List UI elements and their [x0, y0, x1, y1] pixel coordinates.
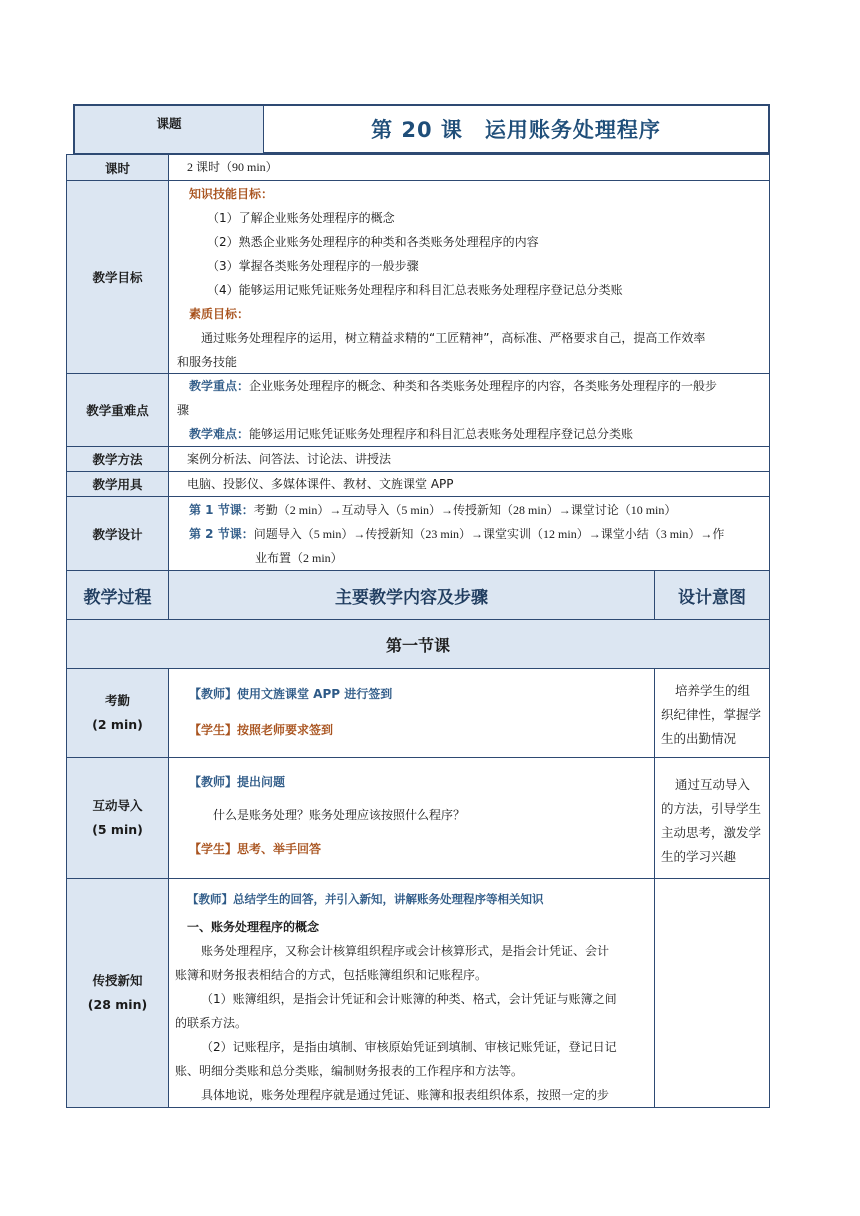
objective-item: （1）了解企业账务处理程序的概念 [207, 211, 395, 225]
topic-label: 课题 [156, 116, 182, 131]
section-title-row [66, 619, 770, 669]
step-teaching-content [168, 878, 655, 1108]
keypoints-content [168, 373, 770, 447]
objective-item: （3）掌握各类账务处理程序的一般步骤 [207, 259, 419, 273]
key-point-text: 企业账务处理程序的概念、种类和各类账务处理程序的内容，各类账务处理程序的一般步 [249, 379, 718, 393]
key-point-title: 教学重点： [189, 379, 250, 393]
title-cell [263, 104, 770, 154]
step-attendance-content [168, 668, 655, 758]
difficult-point-title: 教学难点： [189, 427, 250, 441]
lesson2-text: 业布置（2 min） [255, 551, 343, 565]
teaching-paragraph: （2）记账程序，是指由填制、审核原始凭证到填制、审核记账凭证，登记日记 [201, 1040, 617, 1054]
content-col-header: 主要教学内容及步骤 [168, 570, 655, 620]
lesson2-text: 问题导入（5 min）→传授新知（23 min）→课堂实训（12 min）→课堂小结（3 min）→作 [253, 527, 725, 541]
teaching-paragraph: 账务处理程序，又称会计核算组织程序或会计核算形式，是指会计凭证、会计 [201, 944, 610, 958]
step-attendance-intent: 培养学生的组 织纪律性，掌握学 生的出勤情况 [654, 668, 770, 758]
step-teaching-intent [654, 878, 770, 1108]
teacher-action: 【教师】提出问题 [189, 775, 286, 789]
design-label: 教学设计 [66, 496, 169, 571]
teaching-paragraph: 的联系方法。 [175, 1016, 248, 1030]
knowledge-goal-title: 知识技能目标： [189, 187, 274, 201]
objective-item: （2）熟悉企业账务处理程序的种类和各类账务处理程序的内容 [207, 235, 539, 249]
objectives-content [168, 180, 770, 374]
tools-label: 教学用具 [66, 471, 169, 497]
lesson1-text: 考勤（2 min）→互动导入（5 min）→传授新知（28 min）→课堂讨论（10 min） [253, 503, 677, 517]
hours-value: 2 课时（90 min） [168, 154, 770, 181]
methods-label: 教学方法 [66, 446, 169, 472]
quality-goal-line: 和服务技能 [177, 355, 238, 369]
page-title: 第 20 课 运用账务处理程序 [371, 118, 661, 142]
lesson1-title: 第 1 节课： [189, 503, 254, 517]
student-action: 【学生】思考、举手回答 [189, 842, 322, 856]
keypoints-label: 教学重难点 [66, 373, 169, 447]
teaching-heading: 一、账务处理程序的概念 [187, 920, 320, 934]
hours-label: 课时 [66, 154, 169, 181]
intro-question: 什么是账务处理？账务处理应该按照什么程序？ [213, 808, 466, 822]
difficult-point-text: 能够运用记账凭证账务处理程序和科目汇总表账务处理程序登记总分类账 [249, 427, 634, 441]
quality-goal-title: 素质目标： [189, 307, 250, 321]
quality-goal-line: 通过账务处理程序的运用，树立精益求精的“工匠精神”，高标准、严格要求自己，提高工作效率 [201, 331, 706, 345]
student-action: 【学生】按照老师要求签到 [189, 723, 334, 737]
teaching-paragraph: 账、明细分类账和总分类账，编制财务报表的工作程序和方法等。 [175, 1064, 524, 1078]
section-title: 第一节课 [385, 635, 450, 655]
lesson2-title: 第 2 节课： [189, 527, 254, 541]
methods-value: 案例分析法、问答法、讨论法、讲授法 [168, 446, 770, 472]
intent-col-header: 设计意图 [654, 570, 770, 620]
process-col-header: 教学过程 [66, 570, 169, 620]
objective-item: （4）能够运用记账凭证账务处理程序和科目汇总表账务处理程序登记总分类账 [207, 283, 623, 297]
key-point-text: 骤 [177, 403, 190, 417]
step-teaching-label: 传授新知 (28 min) [66, 878, 169, 1108]
step-attendance-label: 考勤 (2 min) [66, 668, 169, 758]
tools-value: 电脑、投影仪、多媒体课件、教材、文旌课堂 APP [168, 471, 770, 497]
teacher-action: 【教师】使用文旌课堂 APP 进行签到 [189, 687, 393, 701]
teaching-paragraph: 账簿和财务报表相结合的方式，包括账簿组织和记账程序。 [175, 968, 488, 982]
step-intro-intent: 通过互动导入 的方法，引导学生 主动思考，激发学 生的学习兴趣 [654, 757, 770, 879]
teacher-action: 【教师】总结学生的回答，并引入新知，讲解账务处理程序等相关知识 [187, 892, 544, 906]
objectives-label: 教学目标 [66, 180, 169, 374]
step-intro-label: 互动导入 (5 min) [66, 757, 169, 879]
teaching-paragraph: 具体地说，账务处理程序就是通过凭证、账簿和报表组织体系，按照一定的步 [201, 1088, 610, 1102]
teaching-paragraph: （1）账簿组织，是指会计凭证和会计账簿的种类、格式，会计凭证与账簿之间 [201, 992, 617, 1006]
design-content [168, 496, 770, 571]
step-intro-content [168, 757, 655, 879]
topic-label-cell [73, 104, 264, 154]
